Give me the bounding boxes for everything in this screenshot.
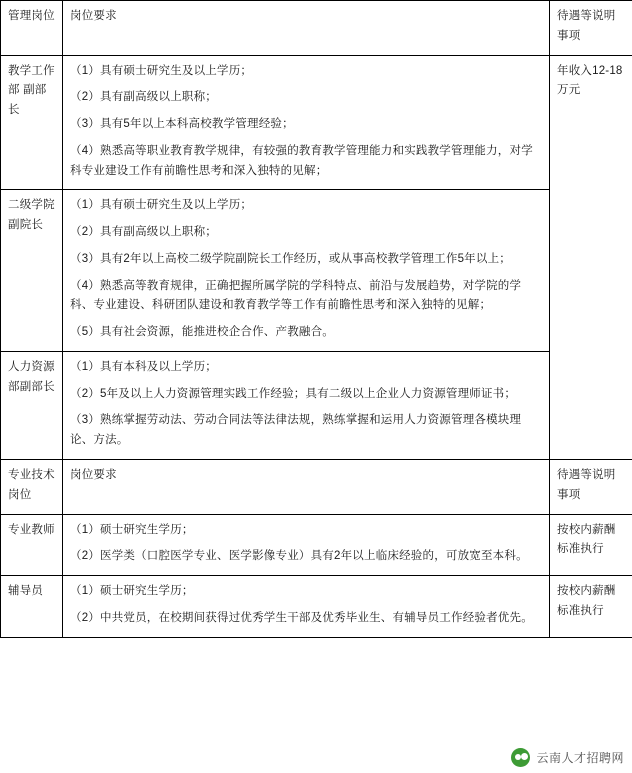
requirements-cell [63,190,550,352]
requirement-item: （3）具有5年以上本科高校教学管理经验； [70,118,294,131]
post-title-cell [1,190,63,352]
table-header-row [1,1,632,56]
requirement-item: （2）医学类（口腔医学专业、医学影像专业）具有2年以上临床经验的，可放宽至本科。 [70,550,528,563]
header-note-column: 待遇等说明事项 [550,1,632,56]
requirement-item: （2）中共党员，在校期间获得过优秀学生干部及优秀毕业生、有辅导员工作经验者优先。 [70,611,533,624]
note-cell [550,576,632,638]
requirement-item: （1）具有硕士研究生及以上学历； [70,199,253,212]
requirements-cell [63,55,550,190]
watermark-text: 云南人才招聘网 [536,751,624,765]
post-title-cell [1,576,63,638]
requirement-item: （5）具有社会资源，能推进校企合作、产教融合。 [70,326,334,339]
post-title: 二级学院 副院长 [8,199,55,232]
post-title: 人力资源部副部长 [8,360,55,393]
post-title-cell [1,514,63,576]
header-requirement-column: 岗位要求 [63,1,550,56]
note-text: 按校内薪酬标准执行 [557,523,616,556]
table-row [1,55,632,190]
requirement-item: （3）具有2年以上高校二级学院副院长工作经历，或从事高校教学管理工作5年以上； [70,252,511,265]
requirement-item: （1）具有本科及以上学历； [70,360,217,373]
table-row [1,351,632,459]
note-cell [550,55,632,459]
table-header-row-secondary [1,460,632,515]
requirement-item: （2）具有副高级以上职称； [70,91,217,104]
wechat-icon [511,748,530,767]
requirement-item: （4）熟悉高等职业教育教学规律，有较强的教育教学管理能力和实践教学管理能力，对学科专业建设工作有前瞻性思考和深入独特的见解； [70,144,533,177]
table-row [1,190,632,352]
requirement-item: （1）硕士研究生学历； [70,523,194,536]
requirement-item: （2）5年及以上人力资源管理实践工作经验；具有二级以上企业人力资源管理师证书； [70,387,517,400]
requirement-item: （1）硕士研究生学历； [70,585,194,598]
requirement-item: （2）具有副高级以上职称； [70,226,217,239]
requirement-item: （1）具有硕士研究生及以上学历； [70,64,253,77]
requirements-cell [63,351,550,459]
watermark [511,748,624,767]
post-title: 辅导员 [8,585,44,598]
requirements-cell [63,514,550,576]
post-title: 专业教师 [8,523,55,536]
table-row [1,514,632,576]
post-title-cell [1,55,63,190]
requirement-item: （3）熟练掌握劳动法、劳动合同法等法律法规，熟练掌握和运用人力资源管理各模块理论、方法。 [70,414,522,447]
note-cell [550,514,632,576]
note-text: 按校内薪酬标准执行 [557,585,616,617]
header-post-column-secondary: 专业技术岗位 [1,460,63,515]
header-note-column-secondary: 待遇等说明事项 [550,460,632,515]
requirements-cell [63,576,550,638]
post-title-cell [1,351,63,459]
requirement-item: （4）熟悉高等教育规律，正确把握所属学院的学科特点、前沿与发展趋势，对学院的学科、专业建设、科研团队建设和教育教学等工作有前瞻性思考和深入独特的见解； [70,279,522,312]
header-post-column: 管理岗位 [1,1,63,56]
note-text: 年收入12-18万元 [557,64,623,97]
header-requirement-column-secondary: 岗位要求 [63,460,550,515]
post-title: 教学工作部 副部长 [8,64,55,117]
table-row [1,576,632,638]
